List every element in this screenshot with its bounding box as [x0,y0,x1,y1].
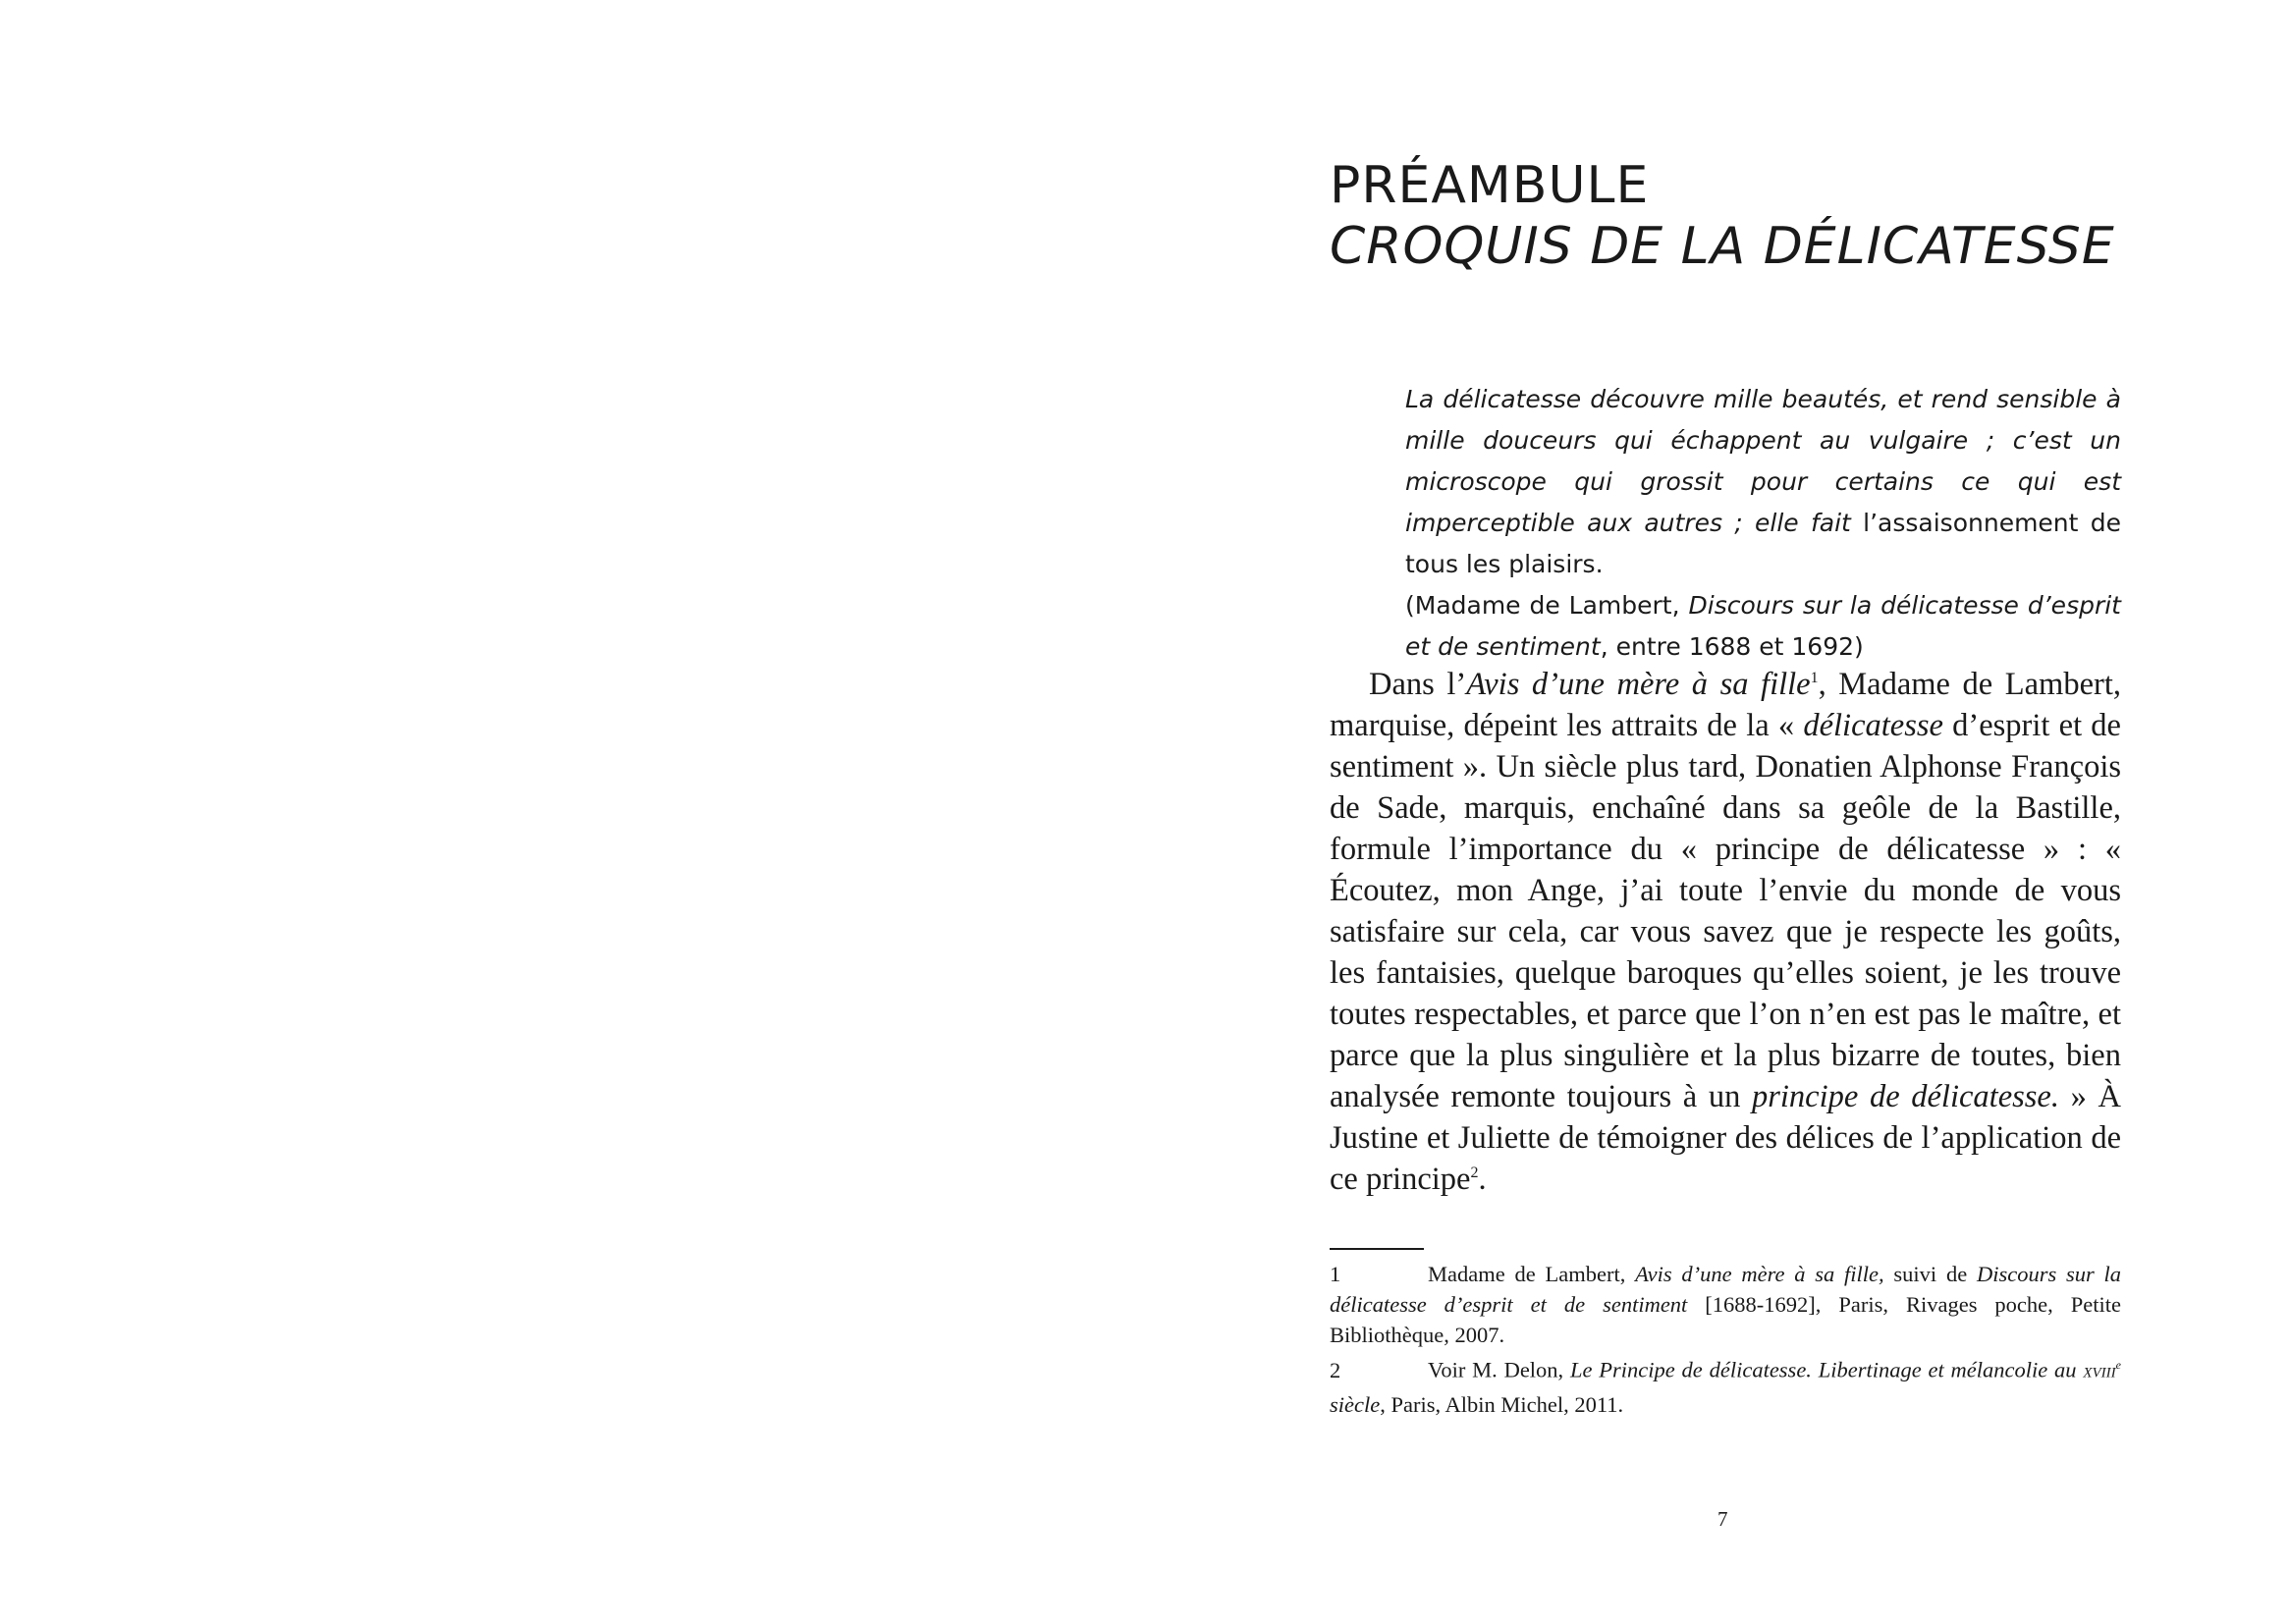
footnote-ref-2[interactable]: 2 [1470,1164,1479,1182]
chapter-title: PRÉAMBULE [1330,156,1650,215]
text-segment: » À Justine et Juliette de témoigner des délices de l’application de ce principe [1330,1079,2121,1197]
footnote-title: siècle [1330,1391,1381,1417]
epigraph-quote: La délicatesse découvre mille beautés, et rend sensible à mille douceurs qui échappent au vulgaire ; c’est un microscope qui grossit pour certains ce qui est imperceptible aux autres ; elle fait [1405,385,2121,537]
book-title: Avis d’une mère à sa fille [1466,667,1811,702]
epigraph-source-open: (Madame de Lambert, [1405,591,1689,620]
epigraph-source-title: Discours sur la délicatesse d’esprit et de sentiment [1405,591,2121,661]
century-suffix: e [2115,1358,2121,1372]
footnote-2 [1330,1350,2121,1420]
footnote-title: Le Principe de délicatesse. Libertinage et mélancolie au [1569,1357,2077,1382]
footnotes [1330,1259,2121,1420]
footnote-number: 1 [1330,1262,1341,1286]
text-segment: , Madame de Lambert, marquise, dépeint les attraits de la « [1330,667,2121,743]
footnote-ref-1[interactable]: 1 [1810,670,1819,687]
footnote-number: 2 [1330,1357,1341,1382]
footnote-separator [1330,1248,1424,1250]
text-segment: Dans l’ [1369,667,1467,702]
epigraph-quote-end: l’assaisonnement de tous les plaisirs. [1405,509,2122,578]
chapter-subtitle: CROQUIS DE LA DÉLICATESSE [1330,217,2115,276]
chapter-heading [1330,155,2115,277]
text-segment: . [1478,1162,1487,1197]
epigraph [1405,379,2121,668]
footnote-title: Discours sur la délicatesse d’esprit et de sentiment [1330,1262,2121,1317]
footnote-text: , Paris, Albin Michel, 2011. [1380,1391,1624,1417]
footnote-title: Avis d’une mère à sa fille, [1635,1262,1884,1286]
text-segment: d’esprit et de sentiment ». Un siècle plus tard, Donatien Alphonse François de Sade, marquis, enchaîné dans sa geôle de la Bastille, formule l’importance du « principe de délicatesse » : « Écoutez, mon Ange, j’ai toute l’envie du monde de vous satisfaire sur cela, car vous savez que je respecte les goûts, les fantaisies, quelque baroques qu’elles soient, je les trouve toutes respectables, et parce que l’on n’en est pas le maître, et parce que la plus singulière et la plus bizarre de toutes, bien analysée remonte toujours à un [1330,708,2121,1114]
emphasis: principe de délicatesse. [1752,1079,2059,1114]
footnote-text: Voir M. Delon, [1428,1357,1570,1382]
footnote-text: Madame de Lambert, [1428,1262,1636,1286]
footnote-text: suivi de [1883,1262,1977,1286]
body-paragraph [1330,664,2121,1200]
emphasis: délicatesse [1803,708,1943,743]
page-number: 7 [1717,1507,1728,1531]
epigraph-source-close: , entre 1688 et 1692) [1600,632,1864,661]
century-numeral: XVIII [2083,1365,2116,1381]
footnote-1 [1330,1259,2121,1350]
footnote-text: [1688-1692], Paris, Rivages poche, Petite Bibliothèque, 2007. [1330,1292,2121,1347]
